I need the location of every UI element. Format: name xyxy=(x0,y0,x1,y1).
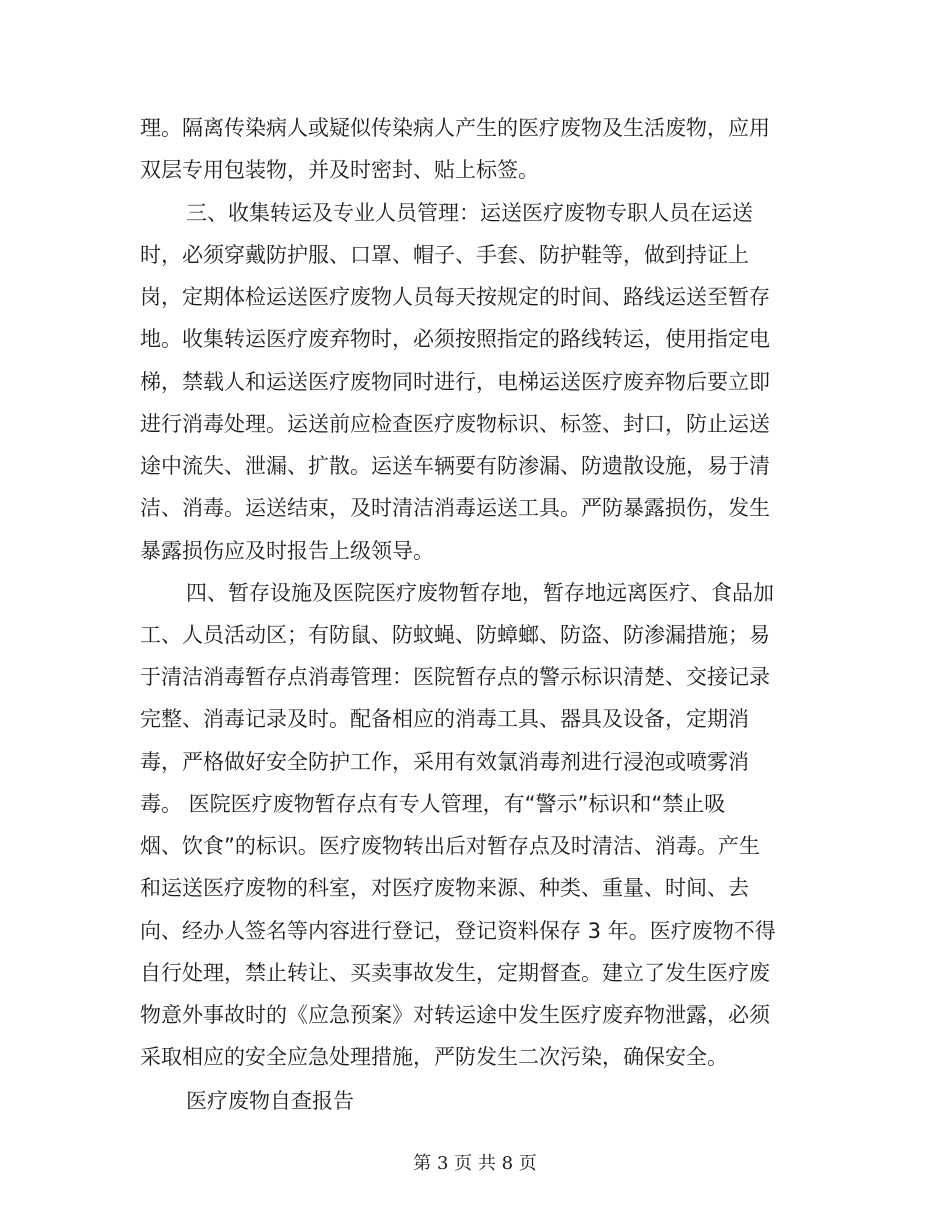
report-title-line: 医疗废物自查报告 xyxy=(186,1089,354,1113)
text-line: 向、经办人签名等内容进行登记，登记资料保存 3 年。医疗废物不得 xyxy=(140,919,776,943)
text-line: 梯，禁载人和运送医疗废物同时进行，电梯运送医疗废弃物后要立即 xyxy=(140,370,770,394)
text-line: 进行消毒处理。运送前应检查医疗废物标识、标签、封口，防止运送 xyxy=(140,412,770,436)
text-line: 洁、消毒。运送结束，及时清洁消毒运送工具。严防暴露损伤，发生 xyxy=(140,496,770,520)
section-heading-line: 三、收集转运及专业人员管理：运送医疗废物专职人员在运送 xyxy=(186,201,753,225)
text-line: 于清洁消毒暂存点消毒管理：医院暂存点的警示标识清楚、交接记录 xyxy=(140,665,770,689)
text-line: 地。收集转运医疗废弃物时，必须按照指定的路线转运，使用指定电 xyxy=(140,327,770,351)
text-line: 工、人员活动区；有防鼠、防蚊蝇、防蟑螂、防盗、防渗漏措施；易 xyxy=(140,623,770,647)
text-line: 双层专用包装物，并及时密封、贴上标签。 xyxy=(140,158,539,182)
text-line: 理。隔离传染病人或疑似传染病人产生的医疗废物及生活废物，应用 xyxy=(140,116,770,140)
text-line: 岗，定期体检运送医疗废物人员每天按规定的时间、路线运送至暂存 xyxy=(140,285,770,309)
text-line: 物意外事故时的《应急预案》对转运途中发生医疗废弃物泄露，必须 xyxy=(140,1003,770,1027)
text-line: 烟、饮食”的标识。医疗废物转出后对暂存点及时清洁、消毒。产生 xyxy=(140,834,760,858)
text-line: 毒，严格做好安全防护工作，采用有效氯消毒剂进行浸泡或喷雾消 xyxy=(140,750,749,774)
text-line: 采取相应的安全应急处理措施，严防发生二次污染，确保安全。 xyxy=(140,1045,728,1069)
text-line: 时，必须穿戴防护服、口罩、帽子、手套、防护鞋等，做到持证上 xyxy=(140,243,749,267)
text-line: 途中流失、泄漏、扩散。运送车辆要有防渗漏、防遗散设施，易于清 xyxy=(140,454,770,478)
text-line: 自行处理，禁止转让、买卖事故发生，定期督查。建立了发生医疗废 xyxy=(140,961,770,985)
text-line: 毒。 医院医疗废物暂存点有专人管理，有“警示”标识和“禁止吸 xyxy=(140,792,726,816)
text-line: 完整、消毒记录及时。配备相应的消毒工具、器具及设备，定期消 xyxy=(140,707,749,731)
section-heading-line: 四、暂存设施及医院医疗废物暂存地，暂存地远离医疗、食品加 xyxy=(186,581,774,605)
text-line: 暴露损伤应及时报告上级领导。 xyxy=(140,539,434,563)
page-footer: 第 3 页 共 8 页 xyxy=(413,1153,537,1174)
text-line: 和运送医疗废物的科室，对医疗废物来源、种类、重量、时间、去 xyxy=(140,876,749,900)
